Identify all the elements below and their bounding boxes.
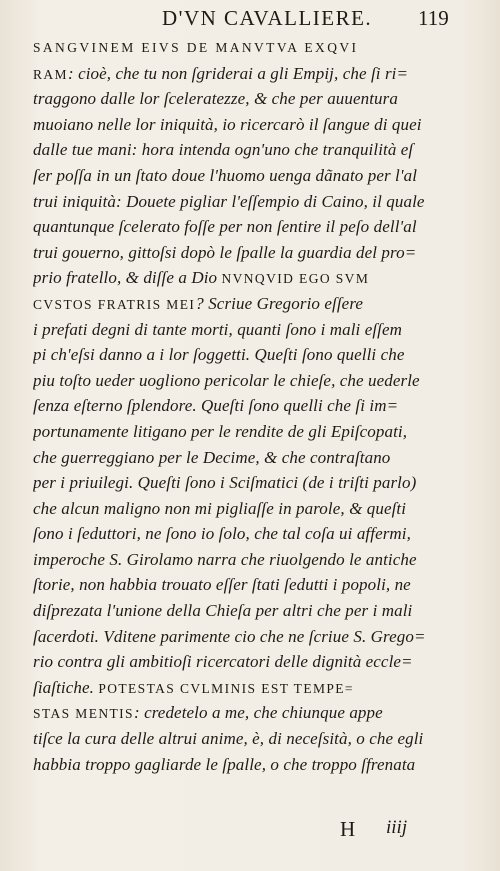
text-line: pi ch'eſsi danno a i lor ſoggetti. Queſti ſono quelli che — [33, 345, 405, 365]
text-line: ſtorie, non habbia trouato eſſer ſtati ſedutti i popoli, ne — [33, 575, 411, 595]
body-text — [33, 35, 465, 777]
small-caps-run: STAS MENTIS — [33, 706, 134, 722]
text-line: per i priuilegi. Queſti ſono i Sciſmatici (de i triſti parlo) — [33, 473, 417, 493]
text-line: piu toſto ueder uogliono pericolar le chieſe, che uederle — [33, 370, 420, 390]
text-line: i prefati degni di tante morti, quanti ſono i mali eſſem — [33, 319, 403, 339]
text-line: trui iniquità: Douete pigliar l'eſſempio di Caino, il quale — [33, 191, 425, 211]
text-line: ſer poſſa in un ſtato doue l'huomo uenga dãnato per l'al — [33, 165, 418, 185]
text-line: SANGVINEM EIVS DE MANVTVA EXQVI — [33, 40, 359, 55]
signature-number: iiij — [386, 817, 408, 838]
text-run: ſiaſtiche. — [33, 677, 99, 697]
page-number: 119 — [418, 6, 449, 30]
text-line: ſacerdoti. Vditene parimente cio che ne ſcriue S. Grego= — [33, 626, 426, 646]
text-run: : cioè, che tu non ſgriderai a gli Empij, che ſi ri= — [67, 63, 409, 83]
text-line — [33, 265, 465, 291]
text-line — [33, 700, 465, 726]
text-run: prio fratello, & diſſe a Dio — [33, 268, 222, 288]
page-footer — [0, 817, 500, 845]
text-line: portunamente litigano per le rendite de gli Epiſcopati, — [33, 421, 408, 441]
text-line: muoiano nelle lor iniquità, io ricercarò il ſangue di quei — [33, 114, 422, 134]
text-run: : credetelo a me, che chiunque appe — [133, 703, 383, 723]
text-line — [33, 291, 465, 317]
small-caps-run: NVNQVID EGO SVM — [221, 271, 370, 287]
text-line: dalle tue mani: hora intenda ogn'uno che tranquilità eſ — [33, 140, 414, 160]
text-line: ſenza eſterno ſplendore. Queſti ſono quelli che ſi im= — [33, 396, 399, 416]
small-caps-run: CVSTOS FRATRIS MEI — [33, 296, 196, 312]
signature-mark: H — [340, 817, 356, 841]
text-line: che alcun maligno non mi pigliaſſe in parole, & queſti — [33, 498, 407, 518]
text-line — [33, 675, 465, 701]
text-line: che guerreggiano per le Decime, & che contraſtano — [33, 447, 391, 467]
small-caps-run: POTESTAS CVLMINIS EST TEMPE= — [98, 680, 354, 696]
text-run: ? Scriue Gregorio eſſere — [195, 293, 364, 313]
text-line — [33, 61, 465, 87]
text-line: tiſce la cura delle altrui anime, è, di neceſsità, o che egli — [33, 729, 424, 749]
small-caps-run: RAM — [33, 66, 68, 82]
text-line: quantunque ſcelerato foſſe per non ſentire il peſo dell'al — [33, 217, 417, 237]
text-line: traggono dalle lor ſceleratezze, & che per auuentura — [33, 89, 398, 109]
text-line: ſono i ſeduttori, ne ſono io ſolo, che tal coſa ui affermi, — [33, 524, 411, 544]
text-line: diſprezata l'unione della Chieſa per altri che per i mali — [33, 601, 413, 621]
text-line: rio contra gli ambitioſi ricercatori delle dignità eccle= — [33, 652, 413, 672]
running-head: D'VN CAVALLIERE. — [162, 6, 373, 30]
text-line: imperoche S. Girolamo narra che riuolgendo le antiche — [33, 549, 417, 569]
page-header — [0, 2, 500, 36]
text-line: habbia troppo gagliarde le ſpalle, o che troppo ſfrenata — [33, 754, 416, 774]
text-line: trui gouerno, gittoſsi dopò le ſpalle la guardia del pro= — [33, 242, 417, 262]
